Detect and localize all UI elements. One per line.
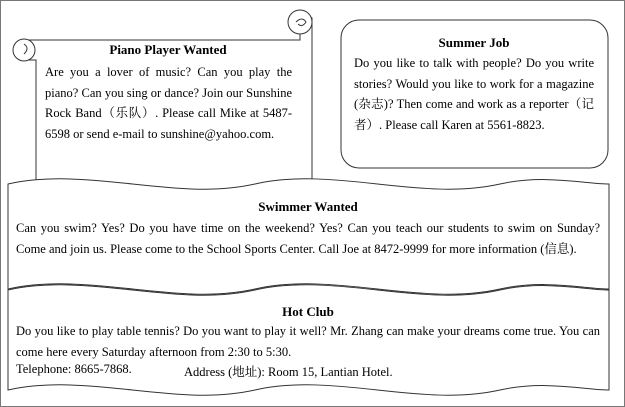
hotclub-telephone: Telephone: 8665-7868.: [16, 362, 132, 376]
swimmer-title: Swimmer Wanted: [258, 199, 358, 214]
swimmer-body: Can you swim? Yes? Do you have time on the weekend? Yes? Can you teach our students to swim on Sunday? Come and join us. Please come to the School Sports Center. Call Joe at 8472-9999 for more information (信息).: [16, 221, 600, 256]
summer-title: Summer Job: [438, 35, 510, 50]
hotclub-title: Hot Club: [282, 304, 334, 319]
piano-body: Are you a lover of music? Can you play the piano? Can you sing or dance? Join our Sunshine Rock Band（乐队）. Please call Mike at 5487-6598 or send e-mail to sunshine@yahoo.com.: [45, 65, 292, 141]
piano-title: Piano Player Wanted: [109, 42, 227, 57]
hotclub-address: Address (地址): Room 15, Lantian Hotel.: [184, 365, 393, 379]
hotclub-body: Do you like to play table tennis? Do you want to play it well? Mr. Zhang can make your dreams come true. You can come here every Saturday afternoon from 2:30 to 5:30.: [16, 324, 600, 359]
summer-body: Do you like to talk with people? Do you write stories? Would you like to work for a magazine (杂志)? Then come and work as a reporter（记者）. Please call Karen at 5561-8823.: [354, 56, 594, 132]
